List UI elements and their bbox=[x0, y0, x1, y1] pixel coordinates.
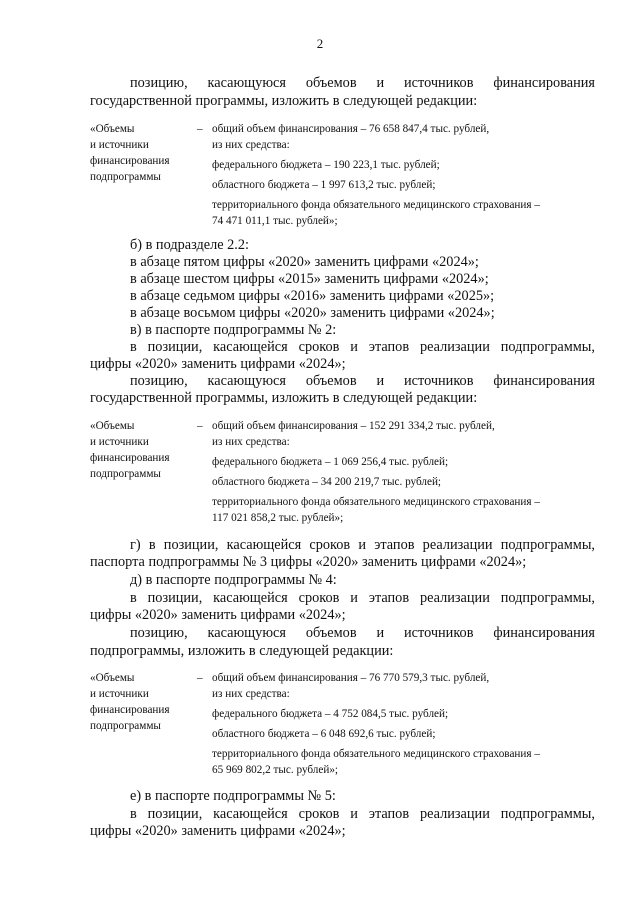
section-e-line: в позиции, касающейся сроков и этапов реализации подпрограммы, bbox=[130, 806, 595, 822]
section-b-line: в абзаце шестом цифры «2015» заменить цифрами «2024»; bbox=[130, 271, 489, 287]
page-number: 2 bbox=[316, 36, 324, 51]
section-e-heading: е) в паспорте подпрограммы № 5: bbox=[130, 788, 336, 804]
table-label: «Объемы и источники финансирования подпрограммы bbox=[90, 123, 170, 183]
table-label: «Объемы и источники финансирования подпрограммы bbox=[90, 420, 170, 480]
table-values: общий объем финансирования – 76 770 579,3 тыс. рублей, из них средства: федерального бюджета – 4 752 084,5 тыс. рублей; областного бюджета – 6 048 692,6 тыс. рублей; территориального фонда обязательного медицинского страхования – 65 969 802,2 тыс. рублей»; bbox=[212, 672, 540, 776]
section-b-line: в абзаце пятом цифры «2020» заменить цифрами «2024»; bbox=[130, 254, 479, 270]
intro-line-2: государственной программы, изложить в следующей редакции: bbox=[90, 93, 478, 109]
intro-line-1: позицию, касающуюся объемов и источников финансирования bbox=[130, 75, 595, 91]
section-g-line: г) в позиции, касающейся сроков и этапов реализации подпрограммы, bbox=[130, 537, 595, 553]
section-d-line: в позиции, касающейся сроков и этапов реализации подпрограммы, bbox=[130, 590, 595, 606]
section-v-line: позицию, касающуюся объемов и источников финансирования bbox=[130, 373, 595, 389]
section-d-line: позицию, касающуюся объемов и источников финансирования bbox=[130, 625, 595, 641]
section-v-line: в позиции, касающейся сроков и этапов реализации подпрограммы, bbox=[130, 339, 595, 355]
section-e-line: цифры «2020» заменить цифрами «2024»; bbox=[90, 823, 346, 839]
section-b-heading: б) в подразделе 2.2: bbox=[130, 237, 249, 253]
section-b-line: в абзаце восьмом цифры «2020» заменить цифрами «2024»; bbox=[130, 305, 495, 321]
section-g-line: паспорта подпрограммы № 3 цифры «2020» заменить цифрами «2024»; bbox=[90, 554, 527, 570]
table-dash: – bbox=[197, 420, 203, 432]
section-v-line: цифры «2020» заменить цифрами «2024»; bbox=[90, 356, 346, 372]
table-dash: – bbox=[197, 123, 203, 135]
section-d-line: подпрограммы, изложить в следующей редакции: bbox=[90, 643, 394, 659]
section-d-line: цифры «2020» заменить цифрами «2024»; bbox=[90, 607, 346, 623]
section-d-heading: д) в паспорте подпрограммы № 4: bbox=[130, 572, 337, 588]
table-dash: – bbox=[197, 672, 203, 684]
table-values: общий объем финансирования – 152 291 334,2 тыс. рублей, из них средства: федерального бюджета – 1 069 256,4 тыс. рублей; областного бюджета – 34 200 219,7 тыс. рублей; территориального фонда обязательного медицинского страхования – 117 021 858,2 тыс. рублей»; bbox=[212, 420, 540, 524]
section-b-line: в абзаце седьмом цифры «2016» заменить цифрами «2025»; bbox=[130, 288, 495, 304]
table-values: общий объем финансирования – 76 658 847,4 тыс. рублей, из них средства: федерального бюджета – 190 223,1 тыс. рублей; областного бюджета – 1 997 613,2 тыс. рублей; территориального фонда обязательного медицинского страхования – 74 471 011,1 тыс. рублей»; bbox=[212, 123, 540, 227]
section-v-heading: в) в паспорте подпрограммы № 2: bbox=[130, 322, 337, 338]
table-label: «Объемы и источники финансирования подпрограммы bbox=[90, 672, 170, 732]
section-v-line: государственной программы, изложить в следующей редакции: bbox=[90, 390, 478, 406]
